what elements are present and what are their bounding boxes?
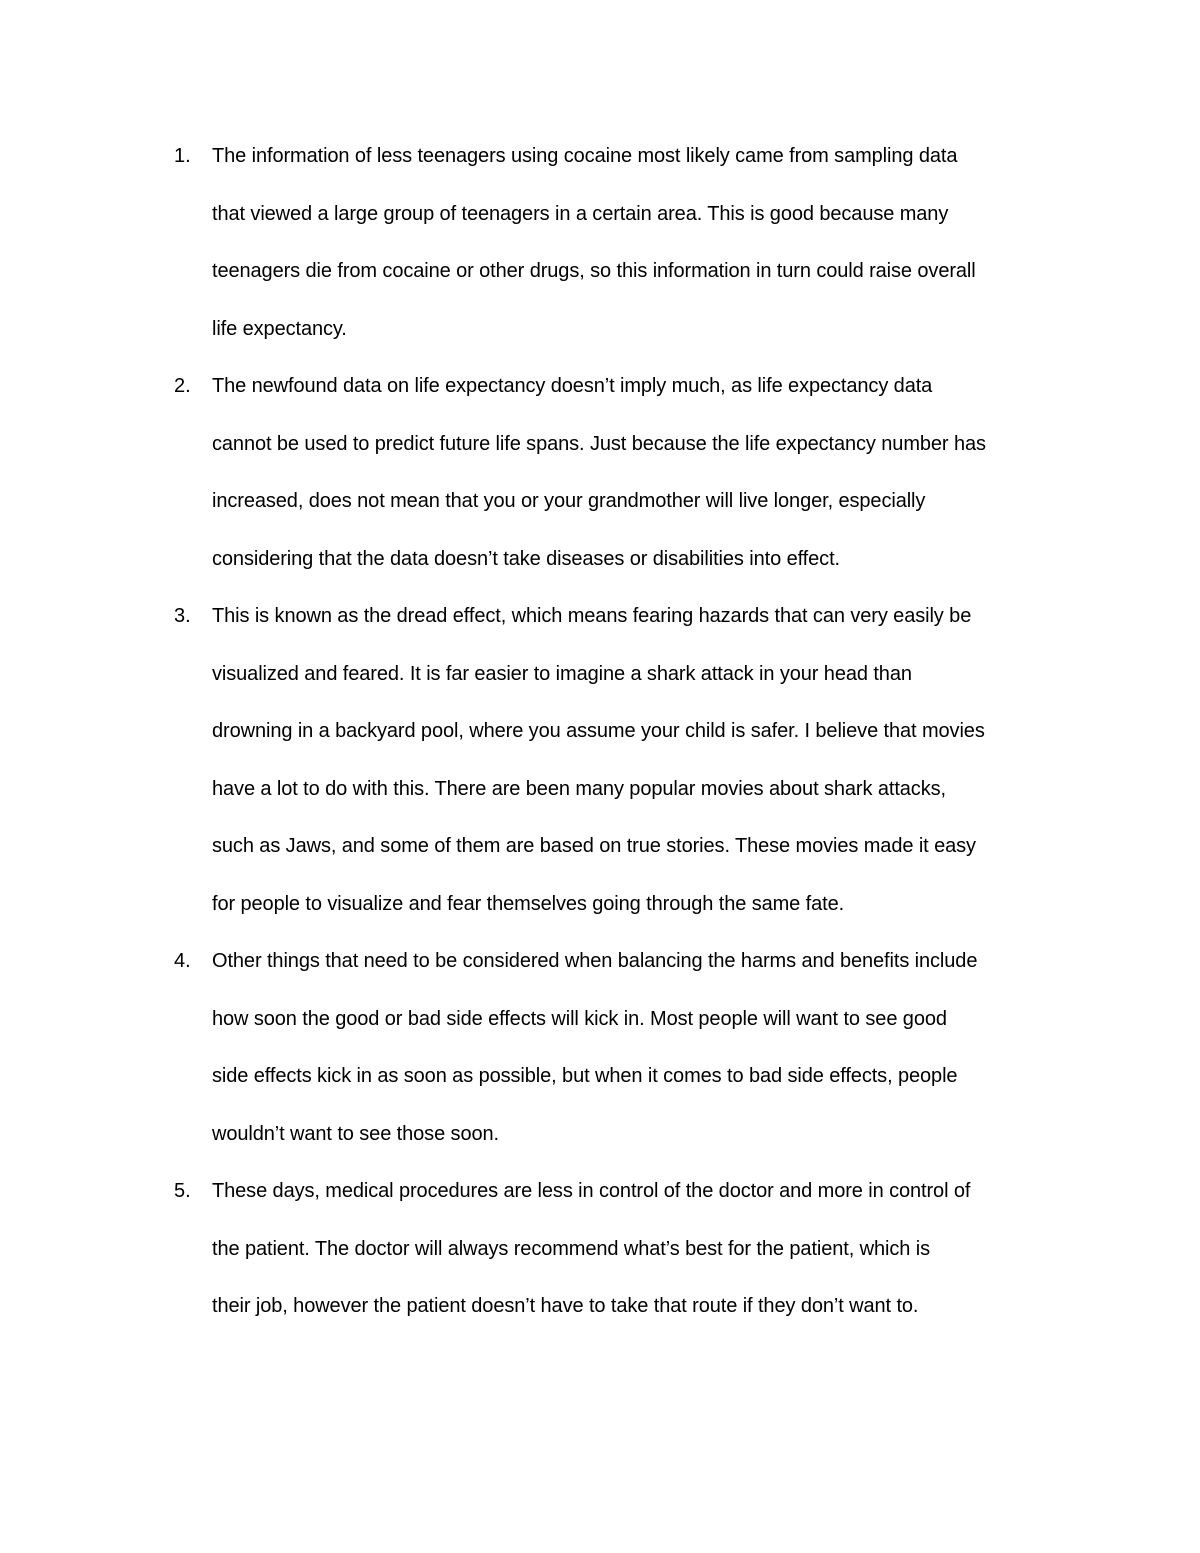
text-line: how soon the good or bad side effects will kick in. Most people will want to see good xyxy=(212,1007,947,1030)
text-line: visualized and feared. It is far easier to imagine a shark attack in your head than xyxy=(212,662,912,685)
text-line: their job, however the patient doesn’t have to take that route if they don’t want to. xyxy=(212,1295,919,1317)
list-item xyxy=(174,933,1074,1163)
list-number: 5. xyxy=(174,1180,191,1202)
text-line: side effects kick in as soon as possible, but when it comes to bad side effects, people xyxy=(212,1065,958,1087)
text-line: increased, does not mean that you or your grandmother will live longer, especially xyxy=(212,490,926,512)
text-line: life expectancy. xyxy=(212,317,347,340)
list-number: 2. xyxy=(174,375,191,397)
text-line: that viewed a large group of teenagers in a certain area. This is good because many xyxy=(212,202,949,225)
text-line: These days, medical procedures are less in control of the doctor and more in control of xyxy=(212,1180,971,1202)
text-line: The newfound data on life expectancy doesn’t imply much, as life expectancy data xyxy=(212,375,933,397)
text-line: This is known as the dread effect, which means fearing hazards that can very easily be xyxy=(212,605,972,627)
list-item xyxy=(174,1163,1074,1336)
text-line: teenagers die from cocaine or other drugs, so this information in turn could raise overall xyxy=(212,260,976,282)
text-line: drowning in a backyard pool, where you assume your child is safer. I believe that movies xyxy=(212,720,985,742)
text-line: the patient. The doctor will always recommend what’s best for the patient, which is xyxy=(212,1237,930,1260)
numbered-list xyxy=(174,128,1074,1336)
text-line: cannot be used to predict future life spans. Just because the life expectancy number has xyxy=(212,432,986,455)
list-item xyxy=(174,128,1074,358)
list-number: 1. xyxy=(174,145,191,167)
list-number: 4. xyxy=(174,950,191,972)
text-line: have a lot to do with this. There are been many popular movies about shark attacks, xyxy=(212,777,946,800)
text-line: The information of less teenagers using cocaine most likely came from sampling data xyxy=(212,145,958,167)
list-number: 3. xyxy=(174,605,191,627)
list-item xyxy=(174,588,1074,933)
text-line: considering that the data doesn’t take diseases or disabilities into effect. xyxy=(212,547,840,570)
text-line: Other things that need to be considered when balancing the harms and benefits include xyxy=(212,950,978,972)
text-line: for people to visualize and fear themselves going through the same fate. xyxy=(212,892,845,915)
text-line: wouldn’t want to see those soon. xyxy=(212,1122,499,1145)
list-item xyxy=(174,358,1074,588)
text-line: such as Jaws, and some of them are based on true stories. These movies made it easy xyxy=(212,835,976,857)
